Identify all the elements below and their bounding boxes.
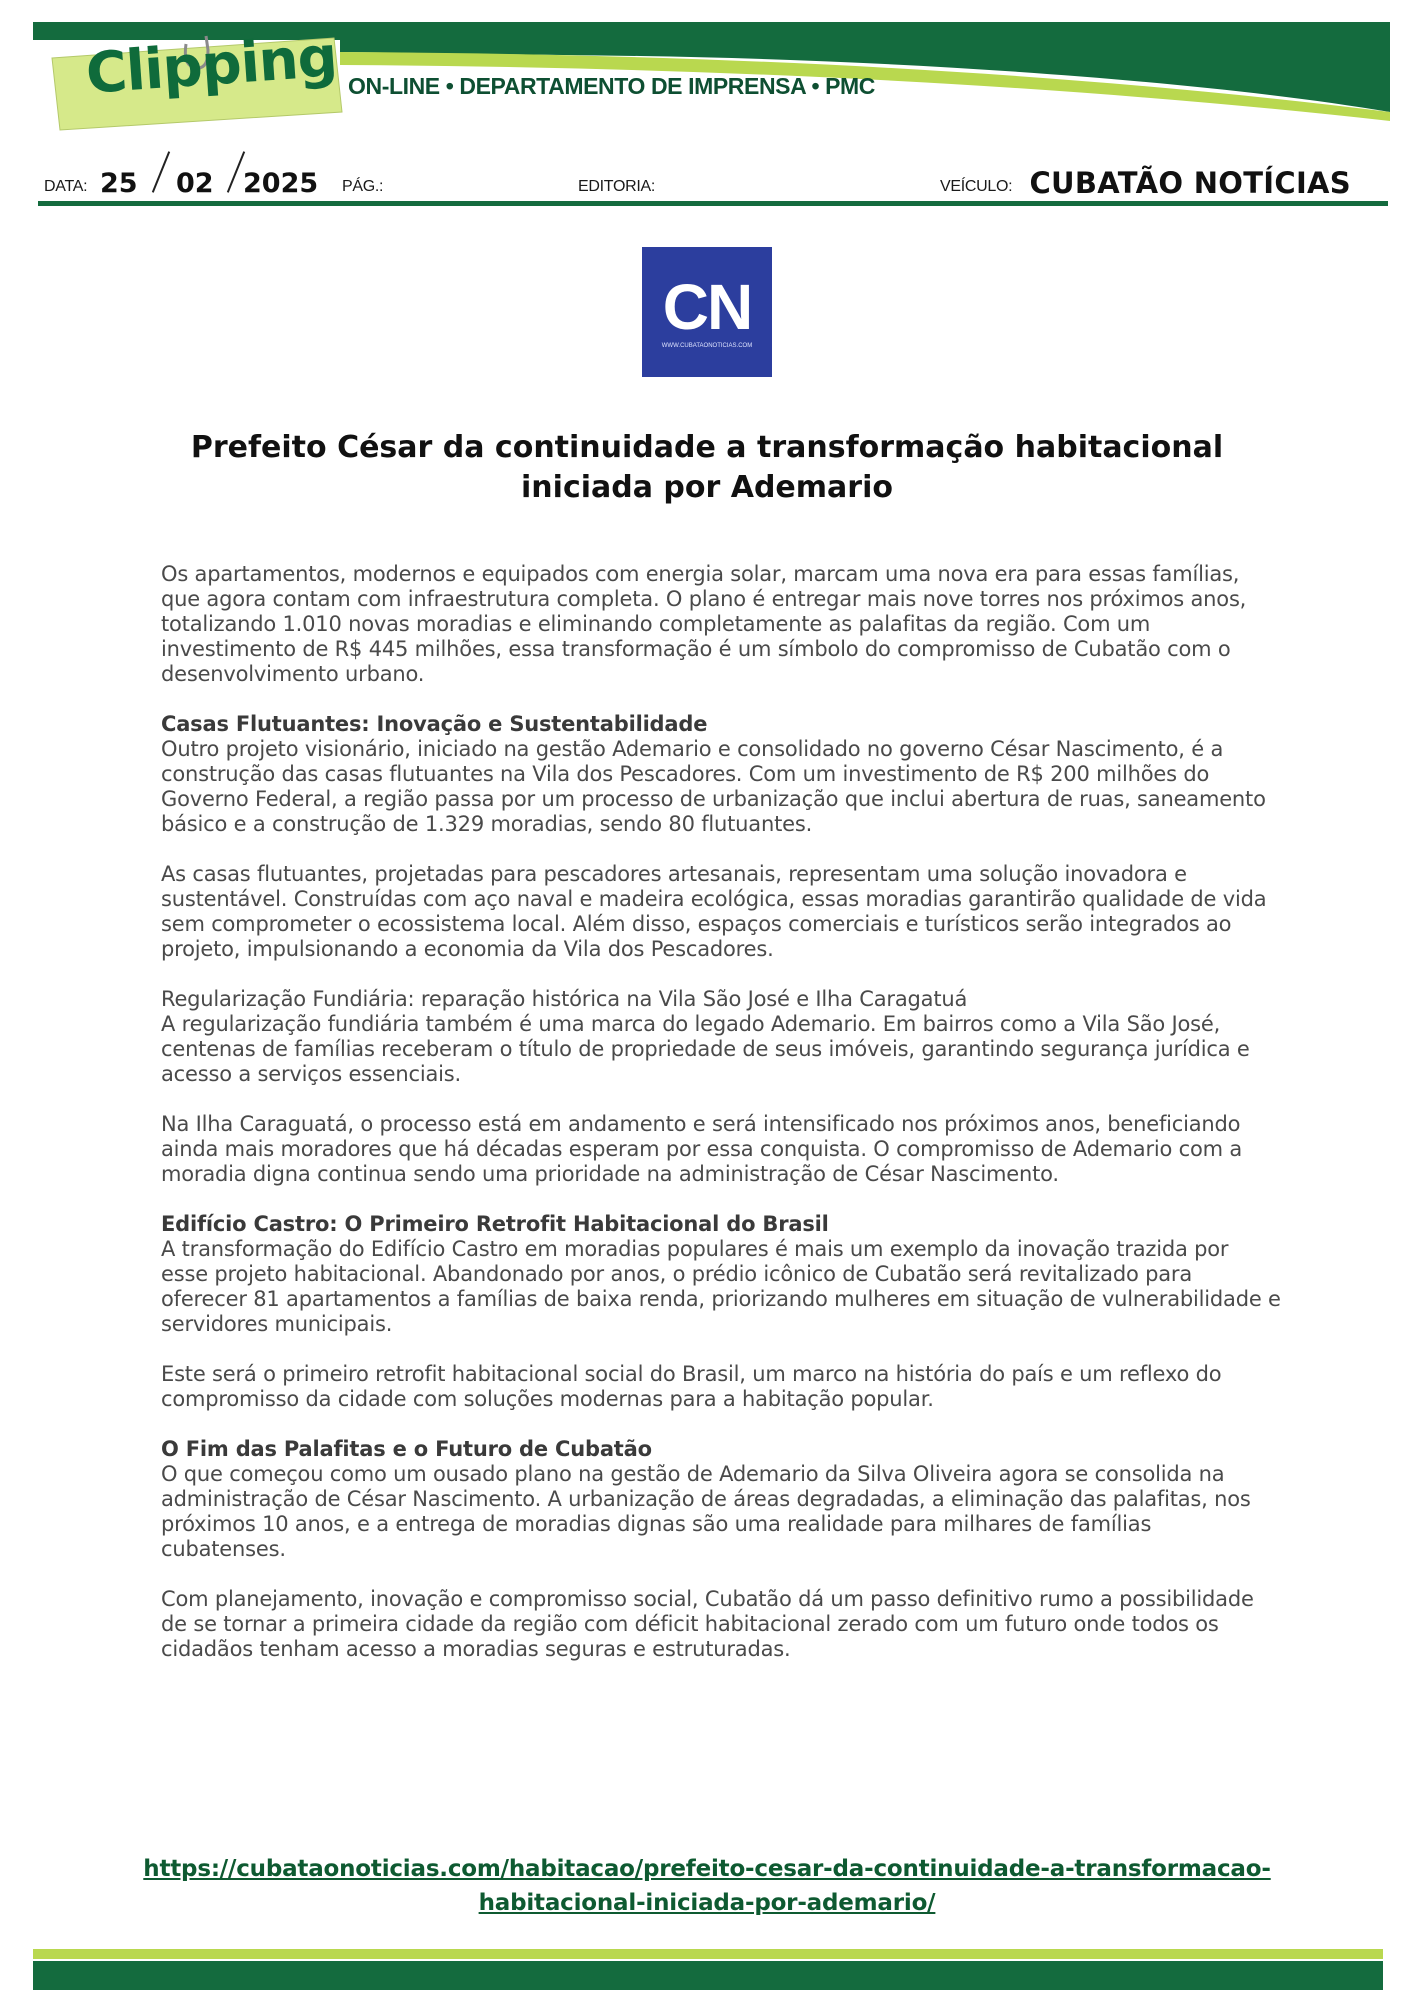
date-separator [152,151,170,193]
source-link-line-1[interactable]: https://cubataonoticias.com/habitacao/prefeito-cesar-da-continuidade-a-transformacao- [143,1856,1271,1882]
paragraph: As casas flutuantes, projetadas para pescadores artesanais, representam uma solução inovadora e sustentável. Construídas com aço naval e madeira ecológica, essas moradias garantirão qualidade de vida sem comprometer o ecossistema local. Além disso, espaços comerciais e turísticos serão integrados ao projeto, impulsionando a economia da Vila dos Pescadores. [161,862,1267,961]
section-heading: Casas Flutuantes: Inovação e Sustentabilidade [161,712,708,736]
section-heading: Edifício Castro: O Primeiro Retrofit Habitacional do Brasil [161,1212,829,1236]
article-body [161,562,1281,1687]
paragraph: O que começou como um ousado plano na gestão de Ademario da Silva Oliveira agora se consolida na administração de César Nascimento. A urbanização de áreas degradadas, a eliminação das palafitas, nos próximos 10 anos, e a entrega de moradias dignas são uma realidade para milhares de famílias cubatenses. [161,1462,1251,1561]
date-label: DATA: [44,178,88,195]
logo-text: CN [662,271,752,343]
department-label: ON-LINE • DEPARTAMENTO DE IMPRENSA • PMC [348,73,875,99]
date-month: 02 [176,168,214,199]
header-divider [38,201,1388,206]
clipping-label: Clipping [84,24,339,107]
section-fim-palafitas [161,1437,1281,1562]
date-day: 25 [100,168,138,199]
paragraph: Com planejamento, inovação e compromisso social, Cubatão dá um passo definitivo rumo a possibilidade de se tornar a primeira cidade da região com déficit habitacional zerado com um futuro onde todos os cidadãos tenham acesso a moradias seguras e estruturadas. [161,1587,1254,1661]
paragraph: A transformação do Edifício Castro em moradias populares é mais um exemplo da inovação trazida por esse projeto habitacional. Abandonado por anos, o prédio icônico de Cubatão será revitalizado para oferecer 81 apartamentos a famílias de baixa renda, priorizando mulheres em situação de vulnerabilidade e servidores municipais. [161,1237,1281,1336]
section-regularizacao [161,987,1281,1087]
paragraph: A regularização fundiária também é uma marca do legado Ademario. Em bairros como a Vila São José, centenas de famílias receberam o título de propriedade de seus imóveis, garantindo segurança jurídica e acesso a serviços essenciais. [161,1012,1250,1086]
footer-lime-bar [33,1949,1383,1959]
section-casas-flutuantes [161,712,1281,837]
logo-url: WWW.CUBATAONOTICIAS.COM [661,343,753,349]
paragraph: Na Ilha Caraguatá, o processo está em andamento e será intensificado nos próximos anos, beneficiando ainda mais moradores que há décadas esperam por essa conquista. O compromisso de Ademario com a moradia digna continua sendo uma prioridade na administração de César Nascimento. [161,1112,1243,1186]
footer-green-bar [33,1961,1383,1990]
paragraph: Este será o primeiro retrofit habitacional social do Brasil, um marco na história do país e um reflexo do compromisso da cidade com soluções modernas para a habitação popular. [161,1362,1222,1411]
date-year: 2025 [243,168,319,199]
section-heading: O Fim das Palafitas e o Futuro de Cubatão [161,1437,652,1461]
article-title-line-1: Prefeito César da continuidade a transformação habitacional [190,430,1224,465]
vehicle-name: CUBATÃO NOTÍCIAS [1029,166,1351,200]
paragraph: Os apartamentos, modernos e equipados com energia solar, marcam uma nova era para essas famílias, que agora contam com infraestrutura completa. O plano é entregar mais nove torres nos próximos anos, totalizando 1.010 novas moradias e eliminando completamente as palafitas da região. Com um investimento de R$ 445 milhões, essa transformação é um símbolo do compromisso de Cubatão com o desenvolvimento urbano. [161,562,1247,686]
source-link[interactable] [100,1852,1314,1920]
cubatao-noticias-logo [642,247,772,377]
paragraph: Outro projeto visionário, iniciado na gestão Ademario e consolidado no governo César Nascimento, é a construção das casas flutuantes na Vila dos Pescadores. Com um investimento de R$ 200 milhões do Governo Federal, a região passa por um processo de urbanização que inclui abertura de ruas, saneamento básico e a construção de 1.329 moradias, sendo 80 flutuantes. [161,737,1266,836]
page-label: PÁG.: [342,178,384,195]
editoria-label: EDITORIA: [578,178,656,195]
section-heading: Regularização Fundiária: reparação histórica na Vila São José e Ilha Caragatuá [161,987,968,1011]
vehicle-label: VEÍCULO: [940,178,1013,195]
source-link-line-2[interactable]: habitacional-iniciada-por-ademario/ [478,1890,936,1916]
article-title [140,428,1274,508]
section-edificio-castro [161,1212,1281,1337]
article-title-line-2: iniciada por Ademario [521,470,893,505]
